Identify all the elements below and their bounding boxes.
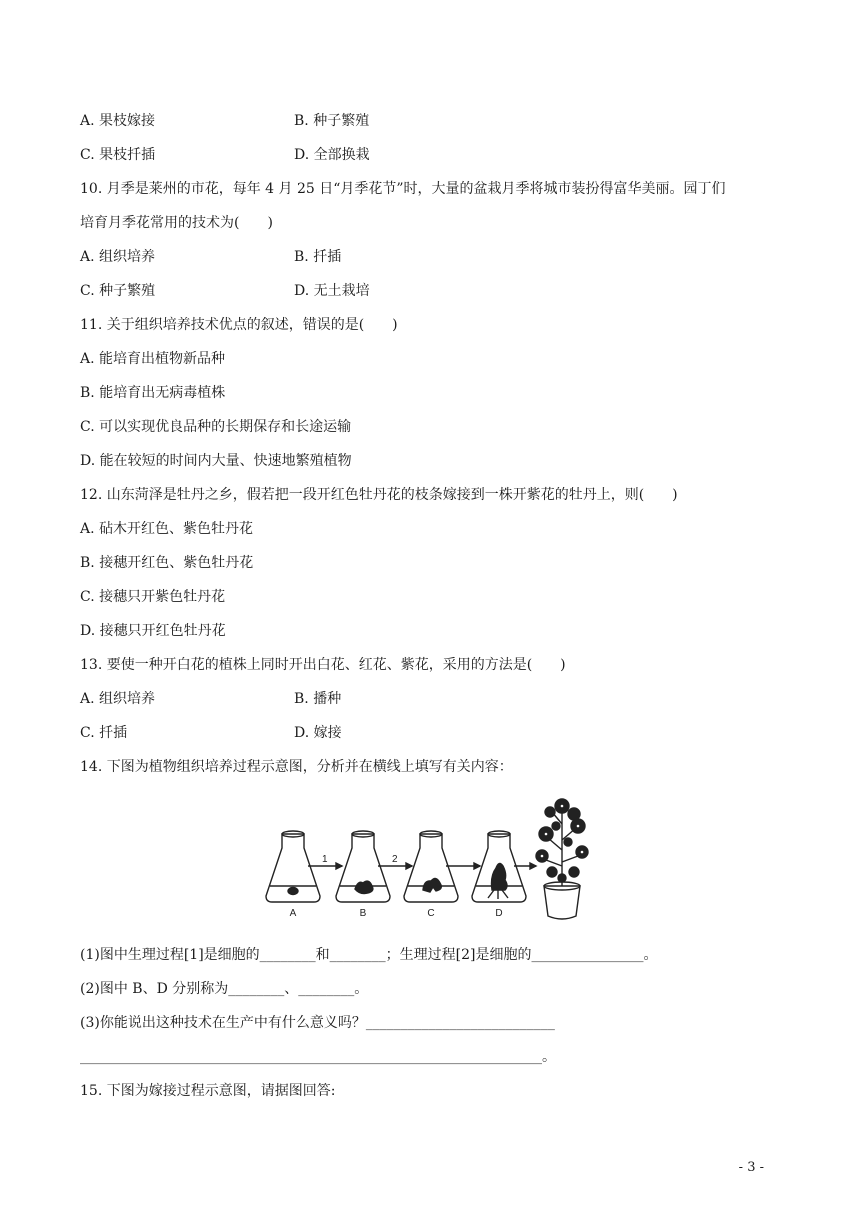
label-d: D	[495, 908, 503, 919]
q9-option-c: C. 果枝扦插	[80, 147, 156, 163]
tissue-culture-diagram	[262, 790, 602, 925]
q11-option-d: D. 能在较短的时间内大量、快速地繁殖植物	[80, 453, 352, 469]
page-number: - 3 -	[738, 1160, 764, 1175]
q9-option-b: B. 种子繁殖	[294, 113, 370, 129]
q12-option-a: A. 砧木开红色、紫色牡丹花	[80, 521, 254, 537]
q12-option-d: D. 接穗只开红色牡丹花	[80, 623, 226, 639]
q12-option-b: B. 接穗开红色、紫色牡丹花	[80, 555, 254, 571]
q14-sub3-continued: __________________________________________________________________。	[80, 1049, 556, 1065]
q10-option-a: A. 组织培养	[80, 249, 156, 265]
q11-option-a: A. 能培育出植物新品种	[80, 351, 226, 367]
q12-option-c: C. 接穗只开紫色牡丹花	[80, 589, 226, 605]
q13-option-a: A. 组织培养	[80, 691, 156, 707]
q13-option-d: D. 嫁接	[294, 725, 342, 741]
q14-stem: 14. 下图为植物组织培养过程示意图，分析并在横线上填写有关内容：	[80, 759, 513, 775]
q14-sub1: (1)图中生理过程[1]是细胞的________和________；生理过程[2]是细胞的________________。	[80, 947, 658, 963]
q11-option-c: C. 可以实现优良品种的长期保存和长途运输	[80, 419, 352, 435]
q10-option-d: D. 无土栽培	[294, 283, 370, 299]
q10-option-c: C. 种子繁殖	[80, 283, 156, 299]
q13-option-b: B. 播种	[294, 691, 342, 707]
q15-stem: 15. 下图为嫁接过程示意图，请据图回答:	[80, 1083, 336, 1099]
q10-option-b: B. 扦插	[294, 249, 342, 265]
potted-plant-icon	[536, 799, 588, 919]
label-c: C	[427, 908, 435, 919]
q13-option-c: C. 扦插	[80, 725, 128, 741]
q11-option-b: B. 能培育出无病毒植株	[80, 385, 226, 401]
q10-stem-line1: 10. 月季是莱州的市花，每年 4 月 25 日“月季花节”时，大量的盆栽月季将城市装扮得富华美丽。园丁们	[80, 181, 726, 197]
q10-stem-line2: 培育月季花常用的技术为( )	[80, 215, 273, 231]
label-a: A	[289, 908, 297, 919]
step-1-label: 1	[322, 854, 328, 865]
q9-option-d: D. 全部换栽	[294, 147, 370, 163]
q11-stem: 11. 关于组织培养技术优点的叙述，错误的是( )	[80, 317, 398, 333]
q14-sub2: (2)图中 B、D 分别称为________、________。	[80, 981, 369, 997]
q13-stem: 13. 要使一种开白花的植株上同时开出白花、红花、紫花，采用的方法是( )	[80, 657, 566, 673]
q12-stem: 12. 山东菏泽是牡丹之乡，假若把一段开红色牡丹花的枝条嫁接到一株开紫花的牡丹上，则( )	[80, 487, 678, 503]
q9-option-a: A. 果枝嫁接	[80, 113, 156, 129]
step-2-label: 2	[392, 854, 398, 865]
label-b: B	[359, 908, 367, 919]
q14-sub3: (3)你能说出这种技术在生产中有什么意义吗？___________________________	[80, 1015, 555, 1031]
